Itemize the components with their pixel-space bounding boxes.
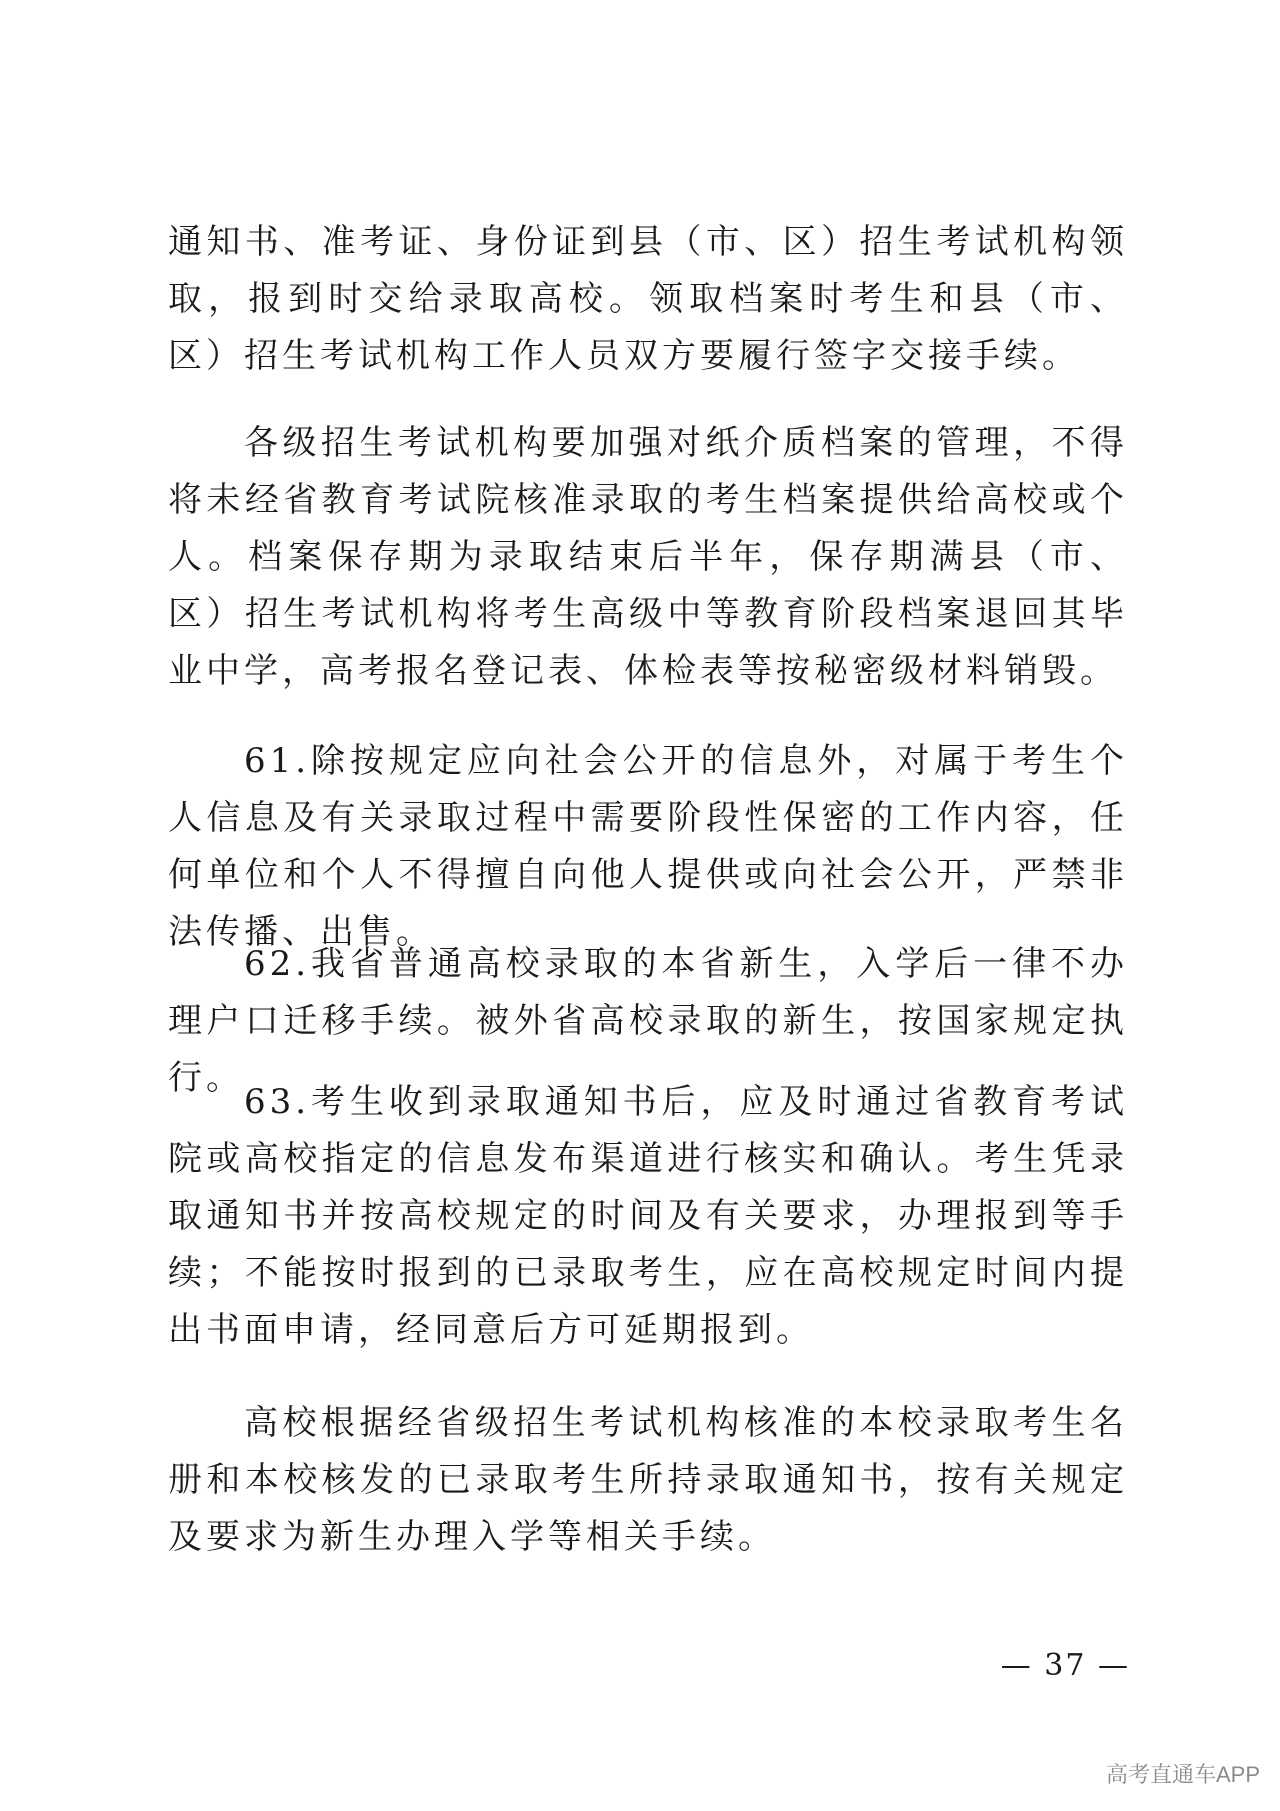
paragraph-item-62: 62.我省普通高校录取的本省新生，入学后一律不办理户口迁移手续。被外省高校录取的新生，按国家规定执行。	[168, 944, 1128, 1098]
paragraph-item-63: 63.考生收到录取通知书后，应及时通过省教育考试院或高校指定的信息发布渠道进行核实和确认。考生凭录取通知书并按高校规定的时间及有关要求，办理报到等手续；不能按时报到的已录取考生，应在高校规定时间内提出书面申请，经同意后方可延期报到。	[168, 1082, 1128, 1350]
paragraph-item-61: 61.除按规定应向社会公开的信息外，对属于考生个人信息及有关录取过程中需要阶段性保密的工作内容，任何单位和个人不得擅自向他人提供或向社会公开，严禁非法传播、出售。	[168, 741, 1128, 952]
watermark: 高考直通车APP	[1105, 1762, 1260, 1787]
paragraph-archive-management: 各级招生考试机构要加强对纸介质档案的管理，不得将未经省教育考试院核准录取的考生档案提供给高校或个人。档案保存期为录取结束后半年，保存期满县（市、区）招生考试机构将考生高级中等教育阶段档案退回其毕业中学，高考报名登记表、体检表等按秘密级材料销毁。	[168, 423, 1128, 691]
paragraph-enrollment-procedures: 高校根据经省级招生考试机构核准的本校录取考生名册和本校核发的已录取考生所持录取通知书，按有关规定及要求为新生办理入学等相关手续。	[168, 1403, 1128, 1557]
page-number: — 37 —	[1000, 1648, 1130, 1683]
paragraph-continuation: 通知书、准考证、身份证到县（市、区）招生考试机构领取，报到时交给录取高校。领取档案时考生和县（市、区）招生考试机构工作人员双方要履行签字交接手续。	[168, 222, 1128, 376]
